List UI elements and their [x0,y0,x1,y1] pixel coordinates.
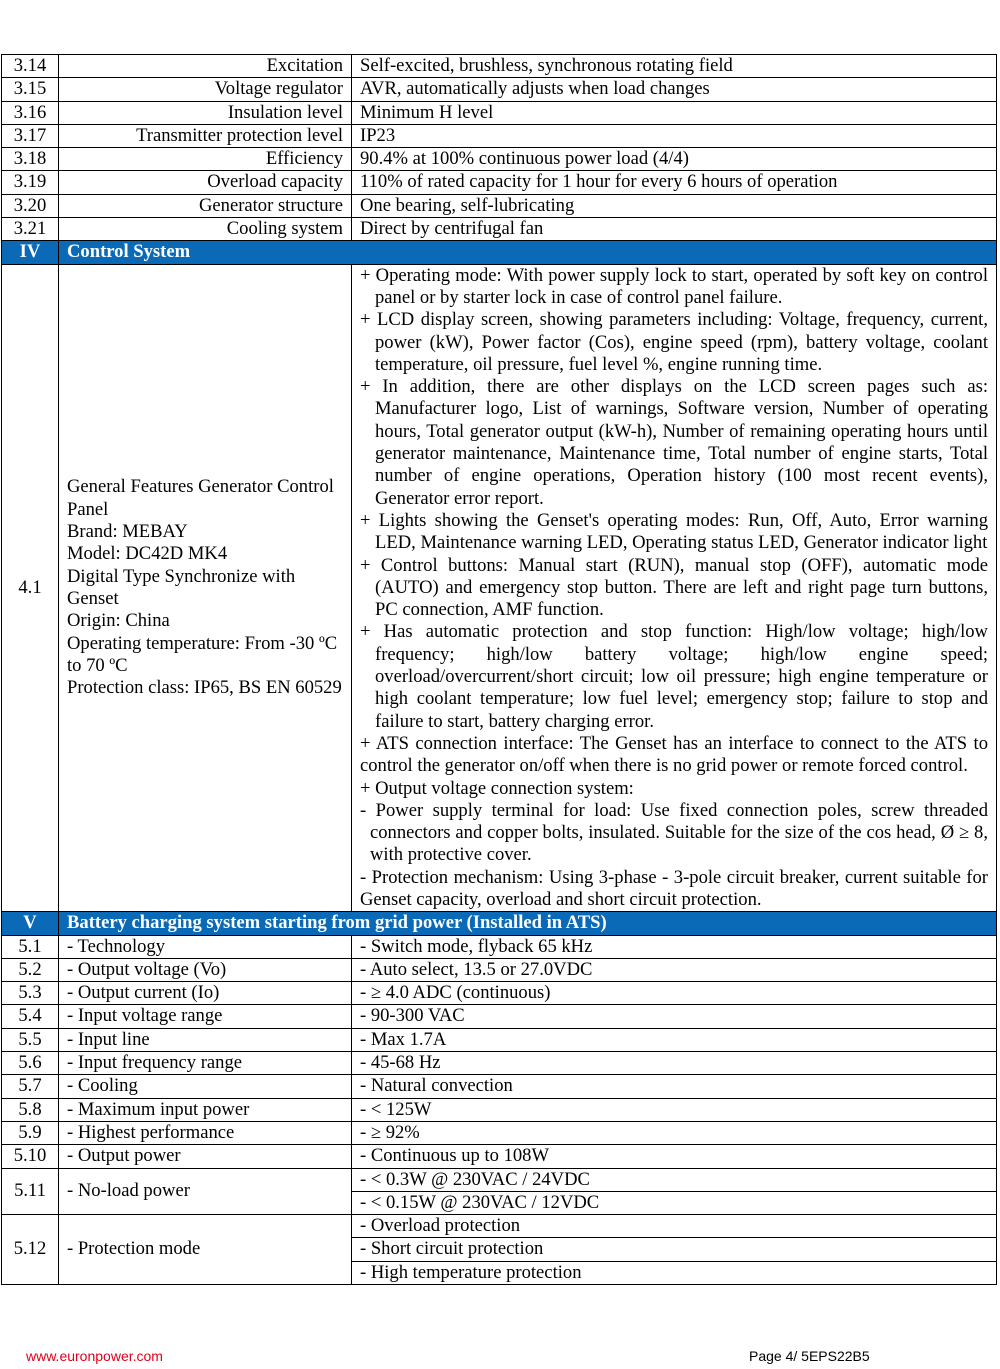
row-label: - Technology [59,935,352,958]
summary-line: General Features Generator Control Panel [67,476,334,520]
control-panel-features [352,264,997,912]
row-number: 3.15 [2,78,59,101]
table-row [2,935,997,958]
row-label: - Output power [59,1145,352,1168]
footer-website-link[interactable]: www.euronpower.com [26,1348,163,1364]
table-row [2,1168,997,1191]
feature-item: + Control buttons: Manual start (RUN), manual stop (OFF), automatic mode (AUTO) and emergency stop button. There are left and right page turn buttons, PC connection, AMF function. [360,554,988,621]
table-row [2,171,997,194]
summary-line: Origin: China [67,610,170,632]
section-number: V [2,912,59,935]
section-title: Battery charging system starting from grid power (Installed in ATS) [59,912,997,935]
row-value: - Overload protection [352,1215,997,1238]
table-row [2,958,997,981]
row-value: - 90-300 VAC [352,1005,997,1028]
row-number: 3.17 [2,124,59,147]
protection-mechanism-text: - Protection mechanism: Using 3-phase - 3-pole circuit breaker, current suitable for Genset capacity, overload and short circuit protection. [360,866,988,910]
summary-line: Digital Type Synchronize with Genset [67,565,296,609]
row-number: 5.1 [2,935,59,958]
footer-page-number: Page 4/ 5EPS22B5 [749,1348,870,1364]
table-row [2,194,997,217]
row-value: - < 0.15W @ 230VAC / 12VDC [352,1191,997,1214]
row-label: Excitation [59,55,352,78]
table-row [2,1098,997,1121]
section-number: IV [2,241,59,264]
row-value: - Continuous up to 108W [352,1145,997,1168]
table-row [2,1075,997,1098]
row-label: - Input voltage range [59,1005,352,1028]
table-row [2,1028,997,1051]
table-row [2,1145,997,1168]
row-number: 3.16 [2,101,59,124]
table-row [2,1005,997,1028]
section-title: Control System [59,241,997,264]
feature-item: + Has automatic protection and stop function: High/low voltage; high/low frequency; high/low battery voltage; high/low engine speed; overload/overcurrent/short circuit; low oil pressure; high engine temperature or high coolant temperature; low fuel level; emergency stop; failure to stop and failure to start, battery charging error. [360,621,988,732]
table-row [2,148,997,171]
row-number: 3.21 [2,218,59,241]
output-connection-title: + Output voltage connection system: [360,777,634,799]
row-number: 5.5 [2,1028,59,1051]
row-value: - High temperature protection [352,1261,997,1284]
row-value: Self-excited, brushless, synchronous rotating field [352,55,997,78]
row-number: 5.6 [2,1052,59,1075]
row-value: IP23 [352,124,997,147]
summary-line: Protection class: IP65, BS EN 60529 [67,677,342,699]
row-number: 5.11 [2,1168,59,1215]
row-value: 110% of rated capacity for 1 hour for every 6 hours of operation [352,171,997,194]
row-label: Cooling system [59,218,352,241]
table-row [2,124,997,147]
row-number: 5.12 [2,1215,59,1285]
feature-item: + In addition, there are other displays on the LCD screen pages such as: Manufacturer logo, List of warnings, Software version, Number of operating hours, Total generator output (kW-h), Number of remaining operating hours until generator maintenance, Maintenance time, Total number of engine starts, Total number of engine operations, Operation history (100 most recent events), Generator error report. [360,376,988,509]
row-value: - Switch mode, flyback 65 kHz [352,935,997,958]
table-row [2,101,997,124]
row-number: 5.8 [2,1098,59,1121]
summary-line: Brand: MEBAY [67,521,188,543]
summary-line: Model: DC42D MK4 [67,543,228,565]
row-label: Insulation level [59,101,352,124]
table-row [2,78,997,101]
row-label: - Output current (Io) [59,982,352,1005]
row-number: 5.2 [2,958,59,981]
row-number: 3.14 [2,55,59,78]
row-number: 4.1 [2,264,59,912]
row-label: - Protection mode [59,1215,352,1285]
ats-interface-text: + ATS connection interface: The Genset has an interface to connect to the ATS to control the generator on/off when there is no grid power or remote forced control. [360,732,988,777]
table-row [2,218,997,241]
row-label: Generator structure [59,194,352,217]
row-value: - Natural convection [352,1075,997,1098]
table-row-control-panel [2,264,997,912]
row-label: - No-load power [59,1168,352,1215]
row-value: - ≥ 4.0 ADC (continuous) [352,982,997,1005]
row-label: - Input line [59,1028,352,1051]
row-number: 5.3 [2,982,59,1005]
terminal-text: - Power supply terminal for load: Use fixed connection poles, screw threaded connectors and copper bolts, insulated. Suitable for the size of the cos head, Ø ≥ 8, with protective cover. [360,799,988,866]
row-label: Voltage regulator [59,78,352,101]
row-label: - Maximum input power [59,1098,352,1121]
row-label: - Highest performance [59,1121,352,1144]
row-label: - Cooling [59,1075,352,1098]
row-value: - 45-68 Hz [352,1052,997,1075]
summary-line: Operating temperature: From -30 ºC to 70 ºC [67,632,338,676]
row-number: 5.4 [2,1005,59,1028]
table-row [2,55,997,78]
row-value: 90.4% at 100% continuous power load (4/4) [352,148,997,171]
section-header-control-system [2,241,997,264]
row-value: AVR, automatically adjusts when load changes [352,78,997,101]
row-number: 5.10 [2,1145,59,1168]
row-value: - Auto select, 13.5 or 27.0VDC [352,958,997,981]
row-number: 3.18 [2,148,59,171]
feature-item: + Lights showing the Genset's operating modes: Run, Off, Auto, Error warning LED, Maintenance warning LED, Operating status LED, Generator indicator light [360,509,988,554]
row-label: - Output voltage (Vo) [59,958,352,981]
table-row [2,1121,997,1144]
row-label: Transmitter protection level [59,124,352,147]
row-value: Direct by centrifugal fan [352,218,997,241]
row-value: Minimum H level [352,101,997,124]
row-number: 5.9 [2,1121,59,1144]
row-number: 5.7 [2,1075,59,1098]
row-value: One bearing, self-lubricating [352,194,997,217]
table-row [2,1052,997,1075]
row-number: 3.20 [2,194,59,217]
row-value: - Max 1.7A [352,1028,997,1051]
control-panel-summary [59,264,352,912]
row-value: - ≥ 92% [352,1121,997,1144]
row-label: Overload capacity [59,171,352,194]
section-header-battery-charging [2,912,997,935]
table-row [2,982,997,1005]
table-row [2,1215,997,1238]
row-value: - < 125W [352,1098,997,1121]
feature-item: + LCD display screen, showing parameters including: Voltage, frequency, current, power (kW), Power factor (Cos), engine speed (rpm), battery voltage, coolant temperature, oil pressure, fuel level %, engine running time. [360,309,988,375]
row-value: - < 0.3W @ 230VAC / 24VDC [352,1168,997,1191]
feature-item: + Operating mode: With power supply lock to start, operated by soft key on control panel or by starter lock in case of control panel failure. [360,264,988,308]
spec-table [1,54,997,1285]
row-value: - Short circuit protection [352,1238,997,1261]
row-number: 3.19 [2,171,59,194]
row-label: Efficiency [59,148,352,171]
row-label: - Input frequency range [59,1052,352,1075]
